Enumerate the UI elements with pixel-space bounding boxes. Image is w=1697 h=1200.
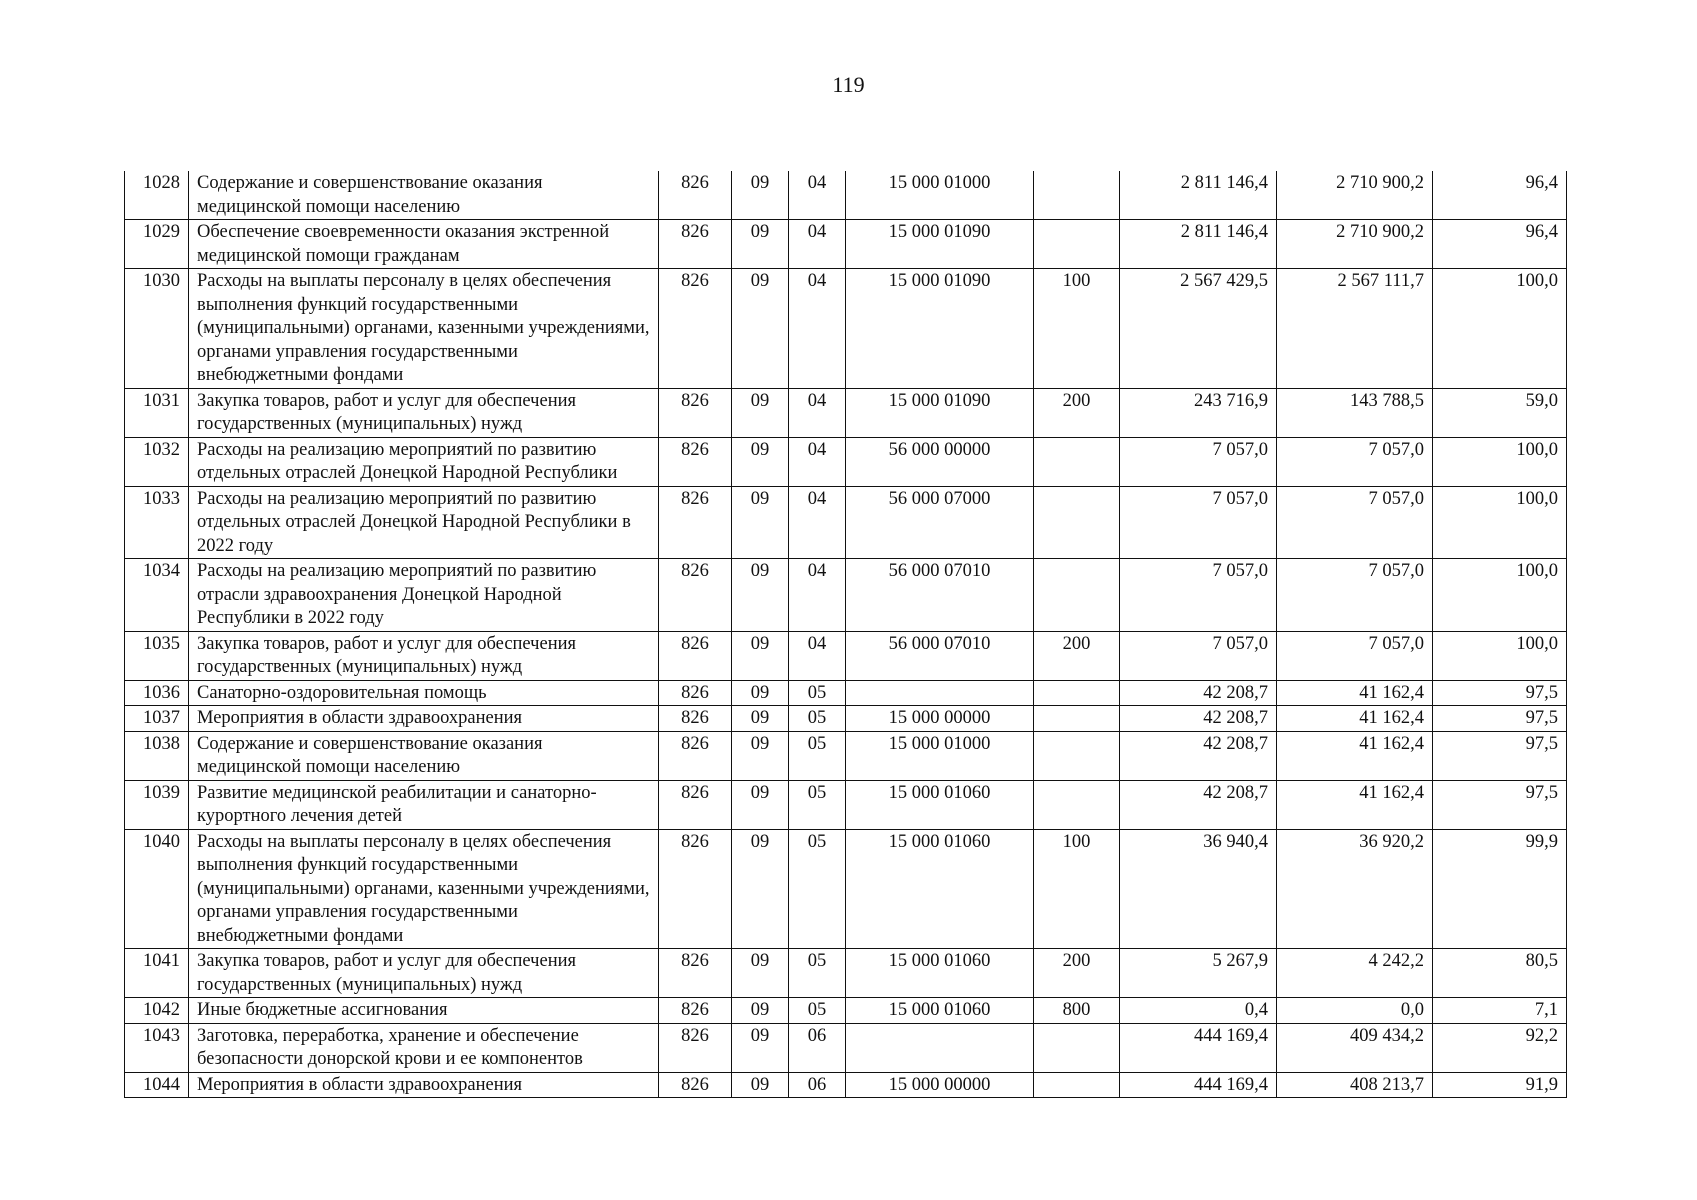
row-target-article: 56 000 07010 [846, 559, 1034, 632]
row-plan-amount: 0,4 [1120, 998, 1277, 1024]
row-percent: 100,0 [1433, 437, 1567, 486]
row-subsection: 05 [789, 780, 846, 829]
row-name: Содержание и совершенствование оказания медицинской помощи населению [189, 731, 659, 780]
row-percent: 97,5 [1433, 706, 1567, 732]
table-row [125, 949, 1567, 998]
row-plan-amount: 2 567 429,5 [1120, 269, 1277, 389]
row-plan-amount: 42 208,7 [1120, 780, 1277, 829]
table-row [125, 220, 1567, 269]
row-percent: 100,0 [1433, 486, 1567, 559]
row-name: Заготовка, переработка, хранение и обеспечение безопасности донорской крови и ее компонентов [189, 1023, 659, 1072]
table-row [125, 706, 1567, 732]
row-subsection: 05 [789, 949, 846, 998]
row-ministry-code: 826 [659, 1023, 732, 1072]
row-subsection: 05 [789, 731, 846, 780]
row-plan-amount: 7 057,0 [1120, 559, 1277, 632]
row-number: 1037 [125, 706, 189, 732]
table-row [125, 486, 1567, 559]
row-section: 09 [732, 437, 789, 486]
row-percent: 97,5 [1433, 780, 1567, 829]
row-expense-type [1034, 731, 1120, 780]
table-row [125, 998, 1567, 1024]
row-target-article [846, 1023, 1034, 1072]
budget-table [124, 171, 1567, 1098]
row-percent: 100,0 [1433, 269, 1567, 389]
row-section: 09 [732, 829, 789, 949]
row-percent: 59,0 [1433, 388, 1567, 437]
table-row [125, 388, 1567, 437]
row-section: 09 [732, 1023, 789, 1072]
row-target-article: 15 000 01090 [846, 220, 1034, 269]
row-section: 09 [732, 559, 789, 632]
row-number: 1029 [125, 220, 189, 269]
row-section: 09 [732, 631, 789, 680]
row-plan-amount: 444 169,4 [1120, 1023, 1277, 1072]
row-actual-amount: 2 710 900,2 [1277, 171, 1433, 220]
row-actual-amount: 2 710 900,2 [1277, 220, 1433, 269]
row-name: Расходы на реализацию мероприятий по развитию отрасли здравоохранения Донецкой Народной Республики в 2022 году [189, 559, 659, 632]
row-subsection: 06 [789, 1023, 846, 1072]
row-plan-amount: 2 811 146,4 [1120, 171, 1277, 220]
row-ministry-code: 826 [659, 486, 732, 559]
row-section: 09 [732, 706, 789, 732]
row-subsection: 04 [789, 631, 846, 680]
table-row [125, 171, 1567, 220]
row-name: Мероприятия в области здравоохранения [189, 1072, 659, 1098]
row-name: Содержание и совершенствование оказания медицинской помощи населению [189, 171, 659, 220]
row-actual-amount: 7 057,0 [1277, 631, 1433, 680]
row-plan-amount: 5 267,9 [1120, 949, 1277, 998]
row-percent: 96,4 [1433, 171, 1567, 220]
row-ministry-code: 826 [659, 998, 732, 1024]
row-section: 09 [732, 269, 789, 389]
row-number: 1032 [125, 437, 189, 486]
row-subsection: 05 [789, 829, 846, 949]
row-percent: 97,5 [1433, 731, 1567, 780]
row-name: Закупка товаров, работ и услуг для обеспечения государственных (муниципальных) нужд [189, 949, 659, 998]
row-target-article: 15 000 01060 [846, 829, 1034, 949]
row-name: Расходы на реализацию мероприятий по развитию отдельных отраслей Донецкой Народной Республики [189, 437, 659, 486]
row-plan-amount: 243 716,9 [1120, 388, 1277, 437]
table-row [125, 559, 1567, 632]
row-actual-amount: 0,0 [1277, 998, 1433, 1024]
row-subsection: 04 [789, 171, 846, 220]
row-plan-amount: 444 169,4 [1120, 1072, 1277, 1098]
row-subsection: 04 [789, 559, 846, 632]
row-expense-type [1034, 706, 1120, 732]
row-actual-amount: 41 162,4 [1277, 731, 1433, 780]
row-actual-amount: 41 162,4 [1277, 706, 1433, 732]
row-name: Расходы на выплаты персоналу в целях обеспечения выполнения функций государственными (муниципальными) органами, казенными учреждениями, органами управления государственными внебюджетными фондами [189, 269, 659, 389]
row-section: 09 [732, 388, 789, 437]
row-actual-amount: 408 213,7 [1277, 1072, 1433, 1098]
table-row [125, 269, 1567, 389]
row-number: 1042 [125, 998, 189, 1024]
table-row [125, 680, 1567, 706]
row-number: 1030 [125, 269, 189, 389]
row-percent: 80,5 [1433, 949, 1567, 998]
table-row [125, 731, 1567, 780]
row-number: 1040 [125, 829, 189, 949]
row-section: 09 [732, 949, 789, 998]
row-actual-amount: 143 788,5 [1277, 388, 1433, 437]
row-section: 09 [732, 680, 789, 706]
row-ministry-code: 826 [659, 780, 732, 829]
row-ministry-code: 826 [659, 388, 732, 437]
row-subsection: 04 [789, 220, 846, 269]
row-ministry-code: 826 [659, 171, 732, 220]
row-subsection: 05 [789, 680, 846, 706]
row-number: 1041 [125, 949, 189, 998]
row-ministry-code: 826 [659, 731, 732, 780]
row-plan-amount: 42 208,7 [1120, 706, 1277, 732]
row-number: 1028 [125, 171, 189, 220]
row-number: 1038 [125, 731, 189, 780]
row-number: 1031 [125, 388, 189, 437]
row-plan-amount: 2 811 146,4 [1120, 220, 1277, 269]
row-name: Расходы на выплаты персоналу в целях обеспечения выполнения функций государственными (муниципальными) органами, казенными учреждениями, органами управления государственными внебюджетными фондами [189, 829, 659, 949]
row-expense-type: 200 [1034, 631, 1120, 680]
row-plan-amount: 7 057,0 [1120, 486, 1277, 559]
row-number: 1035 [125, 631, 189, 680]
row-percent: 97,5 [1433, 680, 1567, 706]
row-ministry-code: 826 [659, 220, 732, 269]
row-subsection: 05 [789, 706, 846, 732]
row-name: Мероприятия в области здравоохранения [189, 706, 659, 732]
row-actual-amount: 41 162,4 [1277, 780, 1433, 829]
row-percent: 100,0 [1433, 559, 1567, 632]
row-actual-amount: 7 057,0 [1277, 559, 1433, 632]
table-row [125, 829, 1567, 949]
row-target-article: 15 000 00000 [846, 706, 1034, 732]
row-name: Обеспечение своевременности оказания экстренной медицинской помощи гражданам [189, 220, 659, 269]
row-name: Санаторно-оздоровительная помощь [189, 680, 659, 706]
row-ministry-code: 826 [659, 559, 732, 632]
row-target-article [846, 680, 1034, 706]
row-section: 09 [732, 998, 789, 1024]
row-target-article: 15 000 01090 [846, 388, 1034, 437]
row-target-article: 56 000 07000 [846, 486, 1034, 559]
row-target-article: 15 000 01060 [846, 998, 1034, 1024]
table-row [125, 631, 1567, 680]
row-percent: 92,2 [1433, 1023, 1567, 1072]
row-subsection: 04 [789, 388, 846, 437]
row-plan-amount: 36 940,4 [1120, 829, 1277, 949]
row-expense-type [1034, 1023, 1120, 1072]
row-actual-amount: 36 920,2 [1277, 829, 1433, 949]
row-subsection: 04 [789, 437, 846, 486]
row-section: 09 [732, 780, 789, 829]
row-target-article: 15 000 01060 [846, 780, 1034, 829]
row-section: 09 [732, 486, 789, 559]
row-actual-amount: 409 434,2 [1277, 1023, 1433, 1072]
row-expense-type: 800 [1034, 998, 1120, 1024]
row-plan-amount: 42 208,7 [1120, 731, 1277, 780]
page-number: 119 [832, 72, 865, 97]
row-target-article: 15 000 01060 [846, 949, 1034, 998]
row-expense-type [1034, 220, 1120, 269]
row-number: 1034 [125, 559, 189, 632]
row-number: 1043 [125, 1023, 189, 1072]
row-ministry-code: 826 [659, 706, 732, 732]
row-ministry-code: 826 [659, 269, 732, 389]
row-ministry-code: 826 [659, 680, 732, 706]
table-body [125, 171, 1567, 1098]
row-expense-type [1034, 1072, 1120, 1098]
row-expense-type: 100 [1034, 269, 1120, 389]
row-actual-amount: 7 057,0 [1277, 486, 1433, 559]
row-expense-type [1034, 680, 1120, 706]
row-target-article: 15 000 00000 [846, 1072, 1034, 1098]
row-percent: 96,4 [1433, 220, 1567, 269]
row-name: Развитие медицинской реабилитации и санаторно-курортного лечения детей [189, 780, 659, 829]
row-number: 1044 [125, 1072, 189, 1098]
row-percent: 91,9 [1433, 1072, 1567, 1098]
row-actual-amount: 7 057,0 [1277, 437, 1433, 486]
table-row [125, 437, 1567, 486]
row-actual-amount: 41 162,4 [1277, 680, 1433, 706]
row-subsection: 06 [789, 1072, 846, 1098]
row-percent: 99,9 [1433, 829, 1567, 949]
row-plan-amount: 7 057,0 [1120, 631, 1277, 680]
row-name: Иные бюджетные ассигнования [189, 998, 659, 1024]
row-number: 1036 [125, 680, 189, 706]
row-name: Закупка товаров, работ и услуг для обеспечения государственных (муниципальных) нужд [189, 388, 659, 437]
row-actual-amount: 4 242,2 [1277, 949, 1433, 998]
row-ministry-code: 826 [659, 949, 732, 998]
row-target-article: 56 000 00000 [846, 437, 1034, 486]
row-actual-amount: 2 567 111,7 [1277, 269, 1433, 389]
row-expense-type: 100 [1034, 829, 1120, 949]
row-section: 09 [732, 731, 789, 780]
row-expense-type [1034, 486, 1120, 559]
row-percent: 7,1 [1433, 998, 1567, 1024]
row-percent: 100,0 [1433, 631, 1567, 680]
row-section: 09 [732, 171, 789, 220]
row-plan-amount: 7 057,0 [1120, 437, 1277, 486]
row-expense-type [1034, 171, 1120, 220]
row-expense-type [1034, 559, 1120, 632]
row-expense-type [1034, 780, 1120, 829]
row-target-article: 15 000 01000 [846, 171, 1034, 220]
table-row [125, 780, 1567, 829]
row-ministry-code: 826 [659, 1072, 732, 1098]
row-expense-type [1034, 437, 1120, 486]
row-target-article: 15 000 01000 [846, 731, 1034, 780]
table-row [125, 1072, 1567, 1098]
row-ministry-code: 826 [659, 829, 732, 949]
row-number: 1033 [125, 486, 189, 559]
row-expense-type: 200 [1034, 388, 1120, 437]
row-ministry-code: 826 [659, 631, 732, 680]
row-name: Закупка товаров, работ и услуг для обеспечения государственных (муниципальных) нужд [189, 631, 659, 680]
row-expense-type: 200 [1034, 949, 1120, 998]
row-section: 09 [732, 1072, 789, 1098]
row-name: Расходы на реализацию мероприятий по развитию отдельных отраслей Донецкой Народной Республики в 2022 году [189, 486, 659, 559]
row-subsection: 04 [789, 269, 846, 389]
row-target-article: 15 000 01090 [846, 269, 1034, 389]
table-row [125, 1023, 1567, 1072]
row-ministry-code: 826 [659, 437, 732, 486]
row-subsection: 05 [789, 998, 846, 1024]
row-section: 09 [732, 220, 789, 269]
row-plan-amount: 42 208,7 [1120, 680, 1277, 706]
row-target-article: 56 000 07010 [846, 631, 1034, 680]
row-number: 1039 [125, 780, 189, 829]
row-subsection: 04 [789, 486, 846, 559]
